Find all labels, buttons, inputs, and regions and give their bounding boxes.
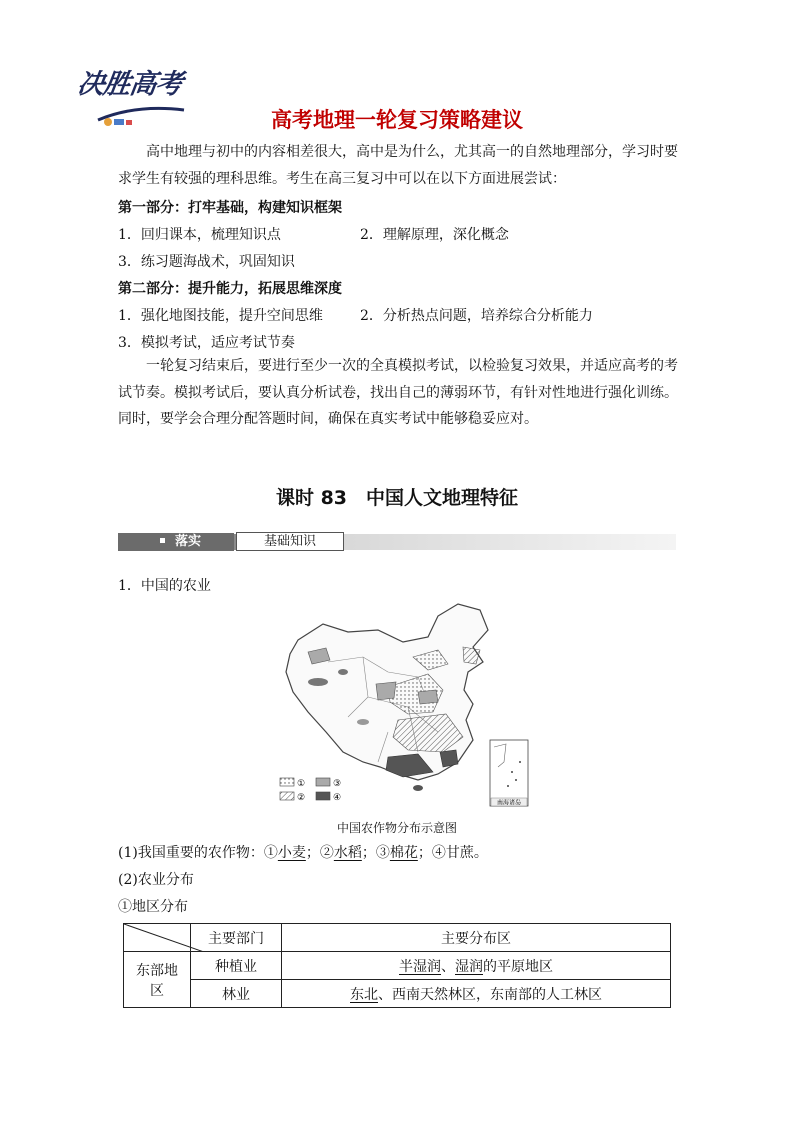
part1-item: 3．练习题海战术，巩固知识 <box>118 254 295 270</box>
answer-sugarcane: 甘蔗 <box>445 845 474 861</box>
page-title: 高考地理一轮复习策略建议 <box>271 108 523 132</box>
answer-cotton: 棉花 <box>389 845 418 861</box>
part2-heading: 第二部分：提升能力，拓展思维深度 <box>118 281 342 297</box>
table-header: 主要分布区 <box>282 924 671 952</box>
section-bar <box>118 531 676 553</box>
distribution-cell: 半湿润、湿润的平原地区 <box>282 952 671 980</box>
table-header-row <box>124 924 671 952</box>
section-bar-left: 落实 <box>118 533 234 551</box>
closing-paragraph: 一轮复习结束后，要进行至少一次的全真模拟考试，以检验复习效果，并适应高考的考试节奏。模拟考试后，要认真分析试卷，找出自己的薄弱环节，有针对性地进行强化训练。同时，要学会合理分配答题时间，确保在真实考试中能够稳妥应对。 <box>118 358 678 427</box>
svg-text:南海诸岛: 南海诸岛 <box>496 799 522 807</box>
crops-line: (1)我国重要的农作物：①小麦；②水稻；③棉花；④甘蔗。 <box>118 845 488 861</box>
sector-cell: 种植业 <box>191 952 282 980</box>
table-header: 主要部门 <box>191 924 282 952</box>
answer-wheat: 小麦 <box>277 845 306 861</box>
sector-cell: 林业 <box>191 980 282 1008</box>
map-legend <box>280 778 341 803</box>
inset-map <box>490 740 528 807</box>
part1-heading: 第一部分：打牢基础，构建知识框架 <box>118 200 342 216</box>
diagonal-header-cell <box>124 924 191 952</box>
svg-text:④: ④ <box>333 793 342 803</box>
logo-text: 决胜高考 <box>75 69 184 100</box>
region-cell: 东部地区 <box>124 952 191 1008</box>
distribution-cell: 东北、西南天然林区，东南部的人工林区 <box>282 980 671 1008</box>
square-bullet-icon <box>160 538 165 543</box>
section-heading: 1．中国的农业 <box>118 578 211 594</box>
table-row <box>124 980 671 1008</box>
svg-text:②: ② <box>297 793 306 803</box>
table-row <box>124 952 671 980</box>
intro-paragraph: 高中地理与初中的内容相差很大，高中是为什么，尤其高一的自然地理部分，学习时要求学生有较强的理科思维。考生在高三复习中可以在以下方面进展尝试： <box>118 144 678 187</box>
part2-item: 2．分析热点问题，培养综合分析能力 <box>360 308 593 324</box>
agriculture-table <box>123 923 671 1008</box>
part1-item: 2．理解原理，深化概念 <box>360 227 509 243</box>
lesson-title: 课时 83 中国人文地理特征 <box>275 487 519 509</box>
subheading-regional: ①地区分布 <box>118 899 188 915</box>
part2-item: 3．模拟考试，适应考试节奏 <box>118 335 295 351</box>
svg-text:①: ① <box>297 779 306 789</box>
subheading-distribution: (2)农业分布 <box>118 872 194 888</box>
section-bar-right: 基础知识 <box>236 532 344 551</box>
svg-text:③: ③ <box>333 779 342 789</box>
answer-rice: 水稻 <box>333 845 362 861</box>
part1-item: 1．回归课本，梳理知识点 <box>118 227 281 243</box>
map-caption: 中国农作物分布示意图 <box>336 821 457 835</box>
china-crop-map <box>268 602 530 810</box>
part2-item: 1．强化地图技能，提升空间思维 <box>118 308 323 324</box>
